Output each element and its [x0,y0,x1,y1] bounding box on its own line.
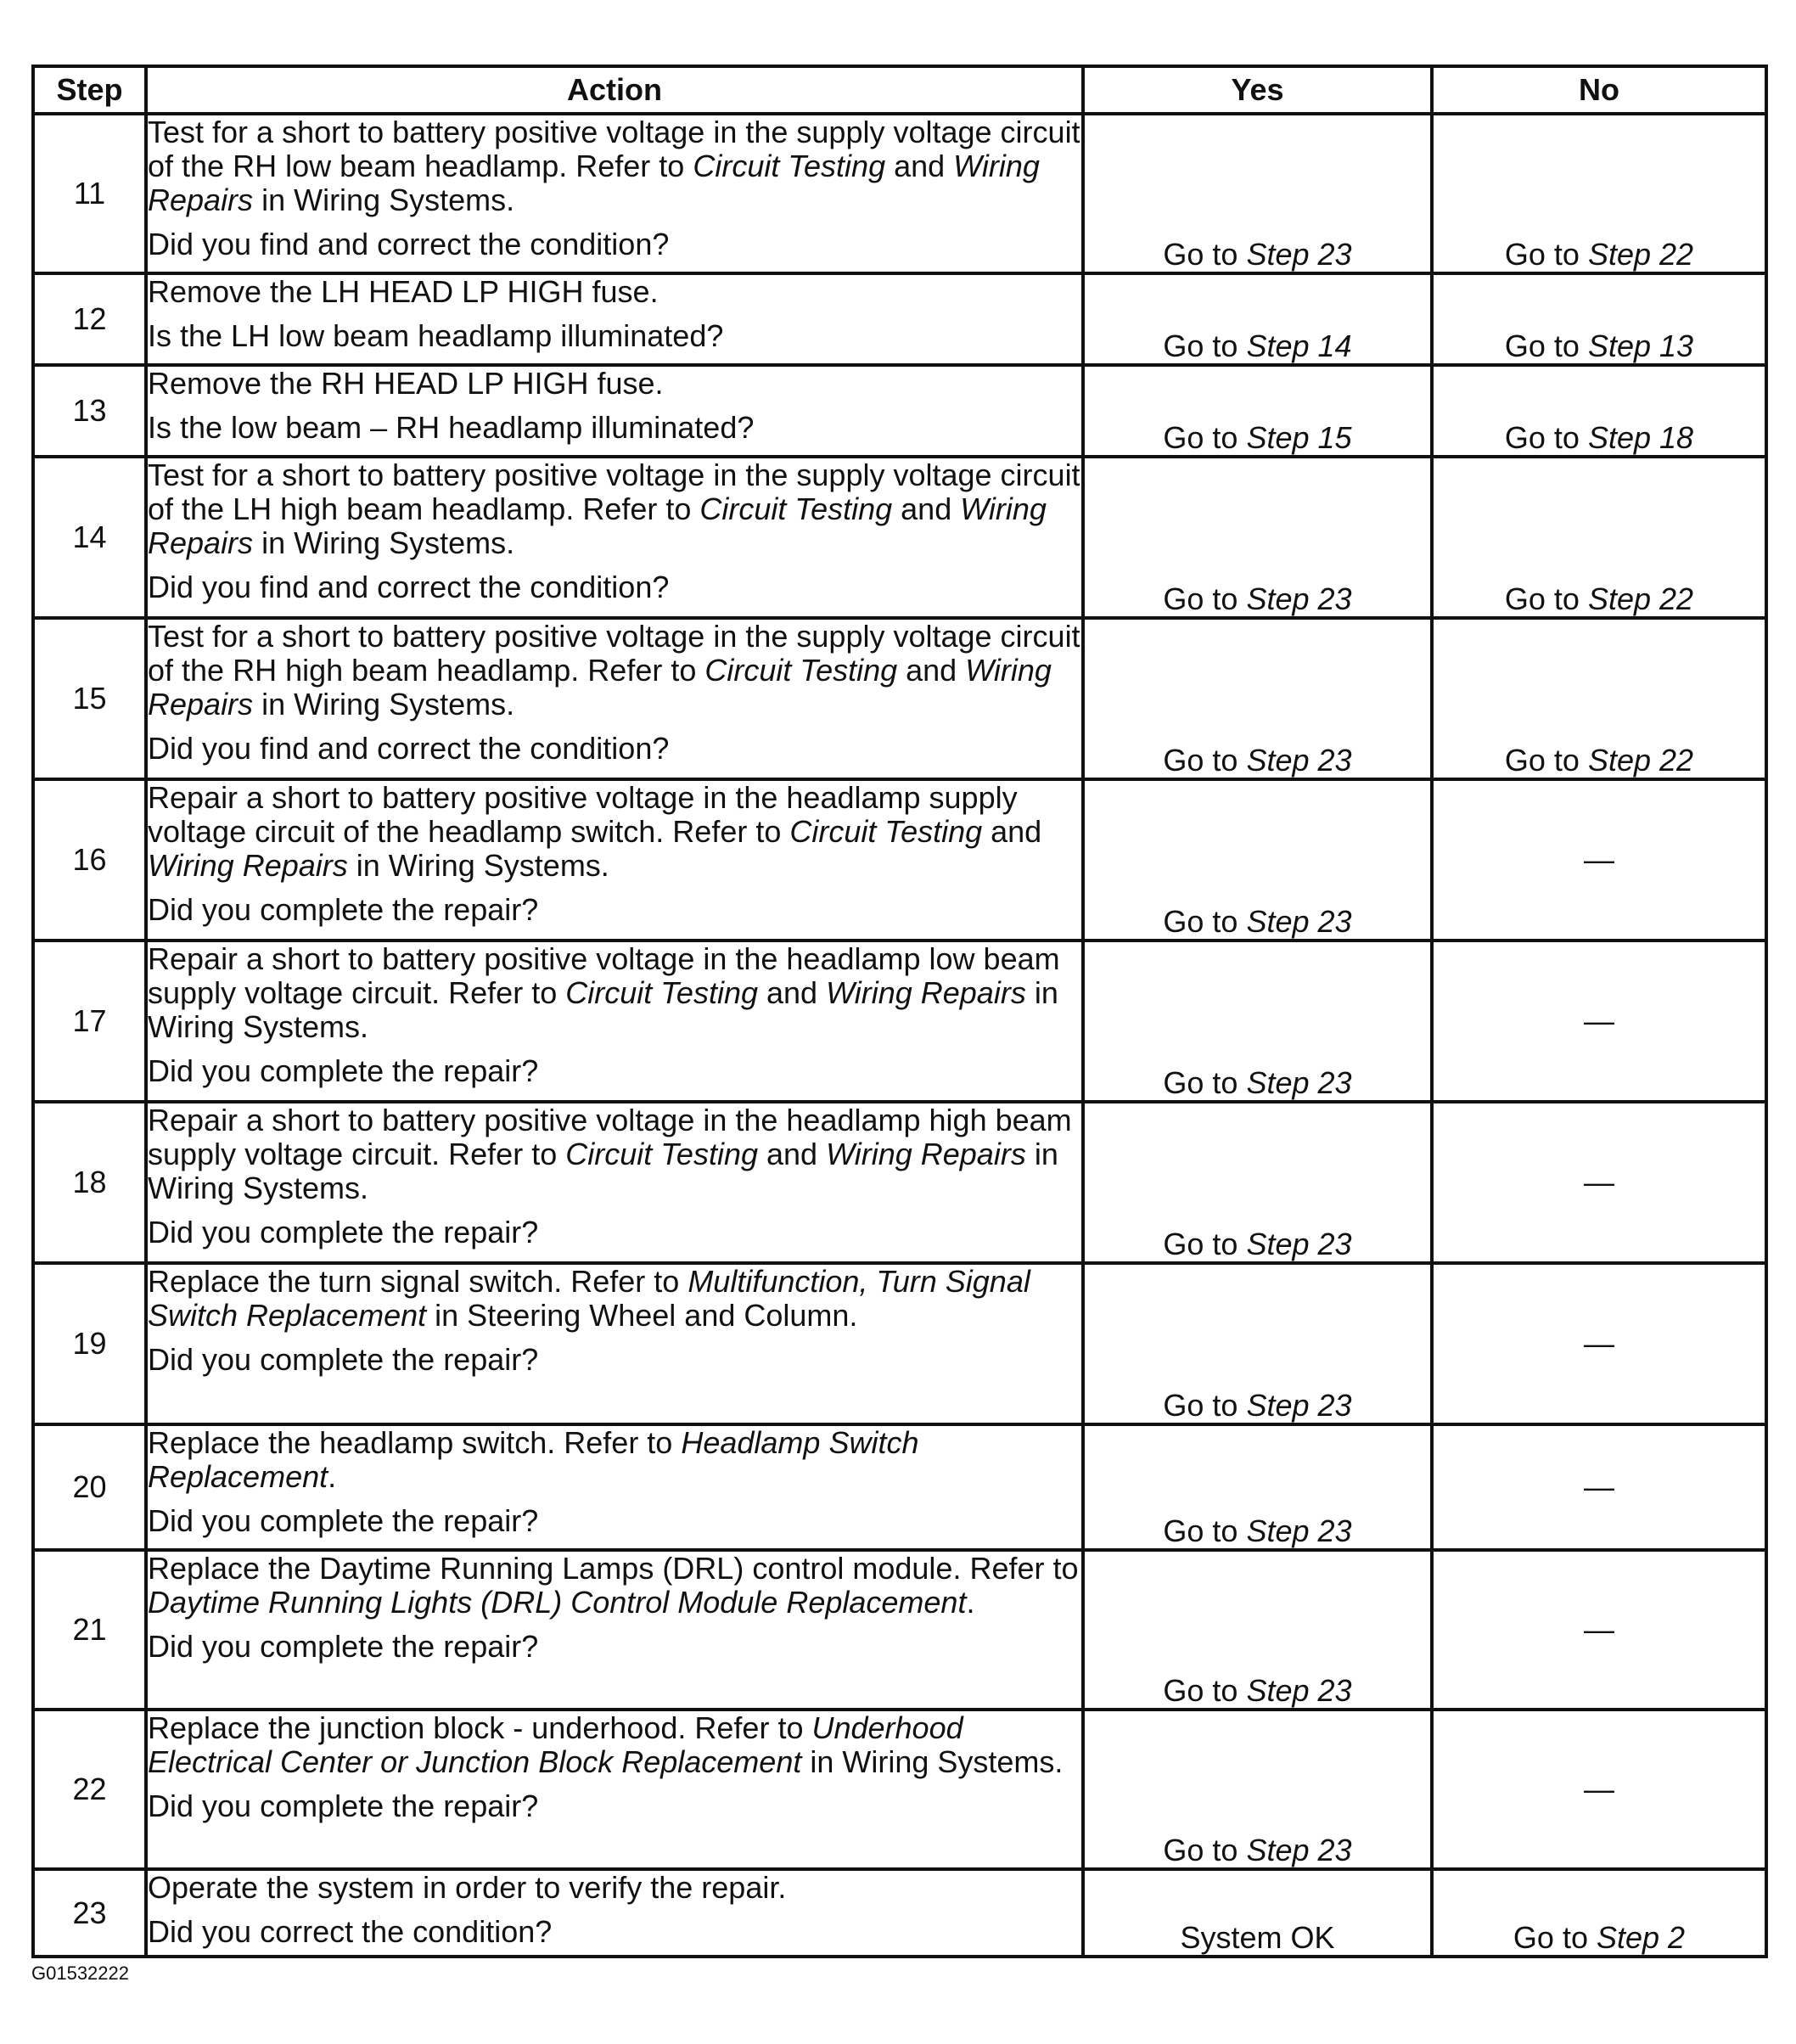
yes-text: Go to [1163,581,1247,616]
yes-text: Go to [1163,420,1247,455]
no-text: Go to [1504,420,1588,455]
yes-text: Go to [1163,1833,1247,1867]
yes-reference: Step 23 [1246,1513,1352,1548]
action-reference: Circuit Testing [704,653,898,688]
action-text: Test for a short to battery positive voltage in the supply voltage circuit of the RH low beam headlamp. Refer to [148,115,1080,183]
action-description [148,1711,1081,1779]
action-reference: Circuit Testing [699,491,893,526]
table-row [33,1550,1766,1710]
action-text: Repair a short to battery positive voltage in the headlamp low beam supply voltage circuit. Refer to [148,941,1060,1010]
action-text: and [885,149,954,183]
yes-reference: Step 23 [1246,1065,1352,1100]
no-text: Go to [1504,237,1588,272]
action-description [148,115,1081,217]
action-text: and [892,491,961,526]
yes-result [1083,1102,1432,1263]
action-text: Remove the RH HEAD LP HIGH fuse. [148,366,664,401]
table-row [33,1710,1766,1869]
yes-result [1083,114,1432,273]
action-text: and [758,1137,827,1171]
column-header-action: Action [146,66,1083,114]
action-reference: Multifunction, Turn Signal Switch Replacement [148,1264,1030,1333]
action-reference: Daytime Running Lights (DRL) Control Module Replacement [148,1585,967,1620]
yes-text: Go to [1163,1388,1247,1423]
yes-reference: Step 23 [1246,581,1352,616]
action-text: in Wiring Systems. [801,1744,1064,1779]
action-text: Repair a short to battery positive voltage in the headlamp supply voltage circuit of the headlamp switch. Refer to [148,780,1018,849]
action-cell [146,1550,1083,1710]
step-number: 13 [33,365,146,457]
no-result [1432,273,1766,365]
header-row [33,66,1766,114]
action-description [148,1103,1081,1205]
yes-text: Go to [1163,1513,1247,1548]
action-cell [146,1710,1083,1869]
yes-reference: Step 23 [1246,1227,1352,1261]
step-number: 19 [33,1263,146,1424]
step-number: 17 [33,941,146,1102]
yes-result [1083,941,1432,1102]
action-question: Did you find and correct the condition? [148,570,670,604]
diagnostic-table [31,65,1768,1958]
no-text: — [1584,842,1614,877]
action-text: in Wiring Systems. [253,687,515,722]
action-description [148,1426,1081,1494]
table-row [33,365,1766,457]
yes-reference: Step 23 [1246,1388,1352,1423]
no-result [1432,618,1766,779]
action-description [148,458,1081,560]
action-question: Did you complete the repair? [148,1629,539,1664]
action-reference: Headlamp Switch Replacement [148,1425,919,1494]
no-result-none [1432,1424,1766,1550]
no-text: — [1584,1003,1614,1038]
action-text: and [982,814,1042,849]
no-result-none [1432,1710,1766,1869]
yes-reference: Step 15 [1246,420,1352,455]
table-body [33,114,1766,1957]
yes-text: Go to [1163,904,1247,939]
column-header-no: No [1432,66,1766,114]
yes-text: Go to [1163,1227,1247,1261]
action-reference: Wiring Repairs [148,491,1047,560]
table-row [33,1424,1766,1550]
table-row [33,941,1766,1102]
no-text: Go to [1504,581,1588,616]
no-reference: Step 22 [1587,581,1694,616]
no-text: Go to [1504,328,1588,363]
action-question: Did you complete the repair? [148,1788,539,1823]
no-text: Go to [1504,743,1588,778]
table-row [33,457,1766,618]
no-reference: Step 22 [1587,743,1694,778]
yes-result [1083,1869,1432,1957]
no-text: — [1584,1326,1614,1361]
action-text: Replace the junction block - underhood. Refer to [148,1710,812,1745]
action-reference: Wiring Repairs [826,1137,1026,1171]
step-number: 18 [33,1102,146,1263]
action-text: in Steering Wheel and Column. [426,1298,858,1333]
action-text: Test for a short to battery positive voltage in the supply voltage circuit of the LH high beam headlamp. Refer to [148,458,1080,526]
yes-reference: Step 23 [1246,1673,1352,1708]
table-row [33,1102,1766,1263]
action-description [148,1552,1081,1620]
action-cell [146,618,1083,779]
no-result [1432,114,1766,273]
yes-text: Go to [1163,328,1247,363]
action-description [148,1871,1081,1905]
no-text: — [1584,1165,1614,1199]
action-text: . [966,1585,975,1620]
no-result-none [1432,779,1766,941]
action-text: Operate the system in order to verify the repair. [148,1870,787,1905]
yes-result [1083,1263,1432,1424]
action-text: and [897,653,966,688]
step-number: 22 [33,1710,146,1869]
yes-text: System OK [1180,1920,1335,1955]
action-cell [146,779,1083,941]
table-row [33,779,1766,941]
yes-reference: Step 14 [1246,328,1352,363]
no-result [1432,457,1766,618]
no-reference: Step 2 [1596,1920,1686,1955]
action-question: Did you complete the repair? [148,1215,539,1249]
action-cell [146,365,1083,457]
action-text: Test for a short to battery positive voltage in the supply voltage circuit of the RH high beam headlamp. Refer to [148,619,1080,688]
no-reference: Step 18 [1587,420,1694,455]
yes-reference: Step 23 [1246,904,1352,939]
action-question: Is the LH low beam headlamp illuminated? [148,318,724,353]
step-number: 16 [33,779,146,941]
action-reference: Wiring Repairs [148,149,1040,217]
table-row [33,1263,1766,1424]
yes-text: Go to [1163,743,1247,778]
action-cell [146,1424,1083,1550]
no-result-none [1432,1102,1766,1263]
yes-result [1083,1550,1432,1710]
action-description [148,1265,1081,1333]
yes-text: Go to [1163,1065,1247,1100]
yes-result [1083,365,1432,457]
no-reference: Step 22 [1587,237,1694,272]
table-row [33,618,1766,779]
no-result [1432,1869,1766,1957]
step-number: 11 [33,114,146,273]
action-text: in Wiring Systems. [253,182,515,217]
step-number: 12 [33,273,146,365]
action-cell [146,457,1083,618]
step-number: 23 [33,1869,146,1957]
no-result-none [1432,941,1766,1102]
action-reference: Underhood Electrical Center or Junction Block Replacement [148,1710,963,1779]
action-reference: Circuit Testing [789,814,983,849]
yes-result [1083,1710,1432,1869]
action-question: Did you complete the repair? [148,892,539,927]
action-text: in Wiring Systems. [148,975,1058,1044]
action-cell [146,114,1083,273]
action-question: Did you complete the repair? [148,1503,539,1538]
no-reference: Step 13 [1587,328,1694,363]
no-result [1432,365,1766,457]
action-cell [146,1869,1083,1957]
no-text: — [1584,1469,1614,1504]
column-header-step: Step [33,66,146,114]
action-reference: Circuit Testing [693,149,886,183]
action-question: Did you complete the repair? [148,1342,539,1377]
action-text: Remove the LH HEAD LP HIGH fuse. [148,274,659,309]
action-reference: Wiring Repairs [148,653,1052,722]
figure-code: G01532222 [31,1963,129,1984]
yes-result [1083,1424,1432,1550]
action-description [148,942,1081,1044]
action-question: Did you complete the repair? [148,1053,539,1088]
action-question: Did you correct the condition? [148,1914,553,1949]
action-description [148,620,1081,722]
action-reference: Wiring Repairs [826,975,1026,1010]
action-reference: Circuit Testing [565,975,758,1010]
action-text: Replace the headlamp switch. Refer to [148,1425,682,1460]
action-text: in Wiring Systems. [253,525,515,560]
yes-result [1083,273,1432,365]
step-number: 14 [33,457,146,618]
yes-result [1083,779,1432,941]
step-number: 20 [33,1424,146,1550]
action-text: . [328,1459,337,1494]
action-text: and [758,975,827,1010]
no-result-none [1432,1263,1766,1424]
action-description [148,275,1081,309]
table-row [33,1869,1766,1957]
action-description [148,781,1081,883]
action-text: Repair a short to battery positive voltage in the headlamp high beam supply voltage circuit. Refer to [148,1103,1072,1171]
action-cell [146,1263,1083,1424]
step-number: 21 [33,1550,146,1710]
step-number: 15 [33,618,146,779]
action-question: Is the low beam – RH headlamp illuminated? [148,410,755,445]
action-reference: Circuit Testing [565,1137,758,1171]
action-cell [146,273,1083,365]
action-text: Replace the turn signal switch. Refer to [148,1264,688,1299]
action-text: in Wiring Systems. [148,1137,1058,1205]
table-row [33,273,1766,365]
column-header-yes: Yes [1083,66,1432,114]
action-reference: Wiring Repairs [148,848,348,883]
no-text: — [1584,1772,1614,1806]
action-description [148,367,1081,401]
yes-result [1083,618,1432,779]
action-text: in Wiring Systems. [347,848,609,883]
action-cell [146,941,1083,1102]
yes-text: Go to [1163,1673,1247,1708]
yes-reference: Step 23 [1246,237,1352,272]
yes-reference: Step 23 [1246,1833,1352,1867]
no-result-none [1432,1550,1766,1710]
action-text: Replace the Daytime Running Lamps (DRL) control module. Refer to [148,1551,1079,1586]
action-cell [146,1102,1083,1263]
no-text: — [1584,1612,1614,1647]
table-row [33,114,1766,273]
action-question: Did you find and correct the condition? [148,227,670,261]
no-text: Go to [1513,1920,1597,1955]
yes-reference: Step 23 [1246,743,1352,778]
action-question: Did you find and correct the condition? [148,731,670,766]
yes-text: Go to [1163,237,1247,272]
yes-result [1083,457,1432,618]
